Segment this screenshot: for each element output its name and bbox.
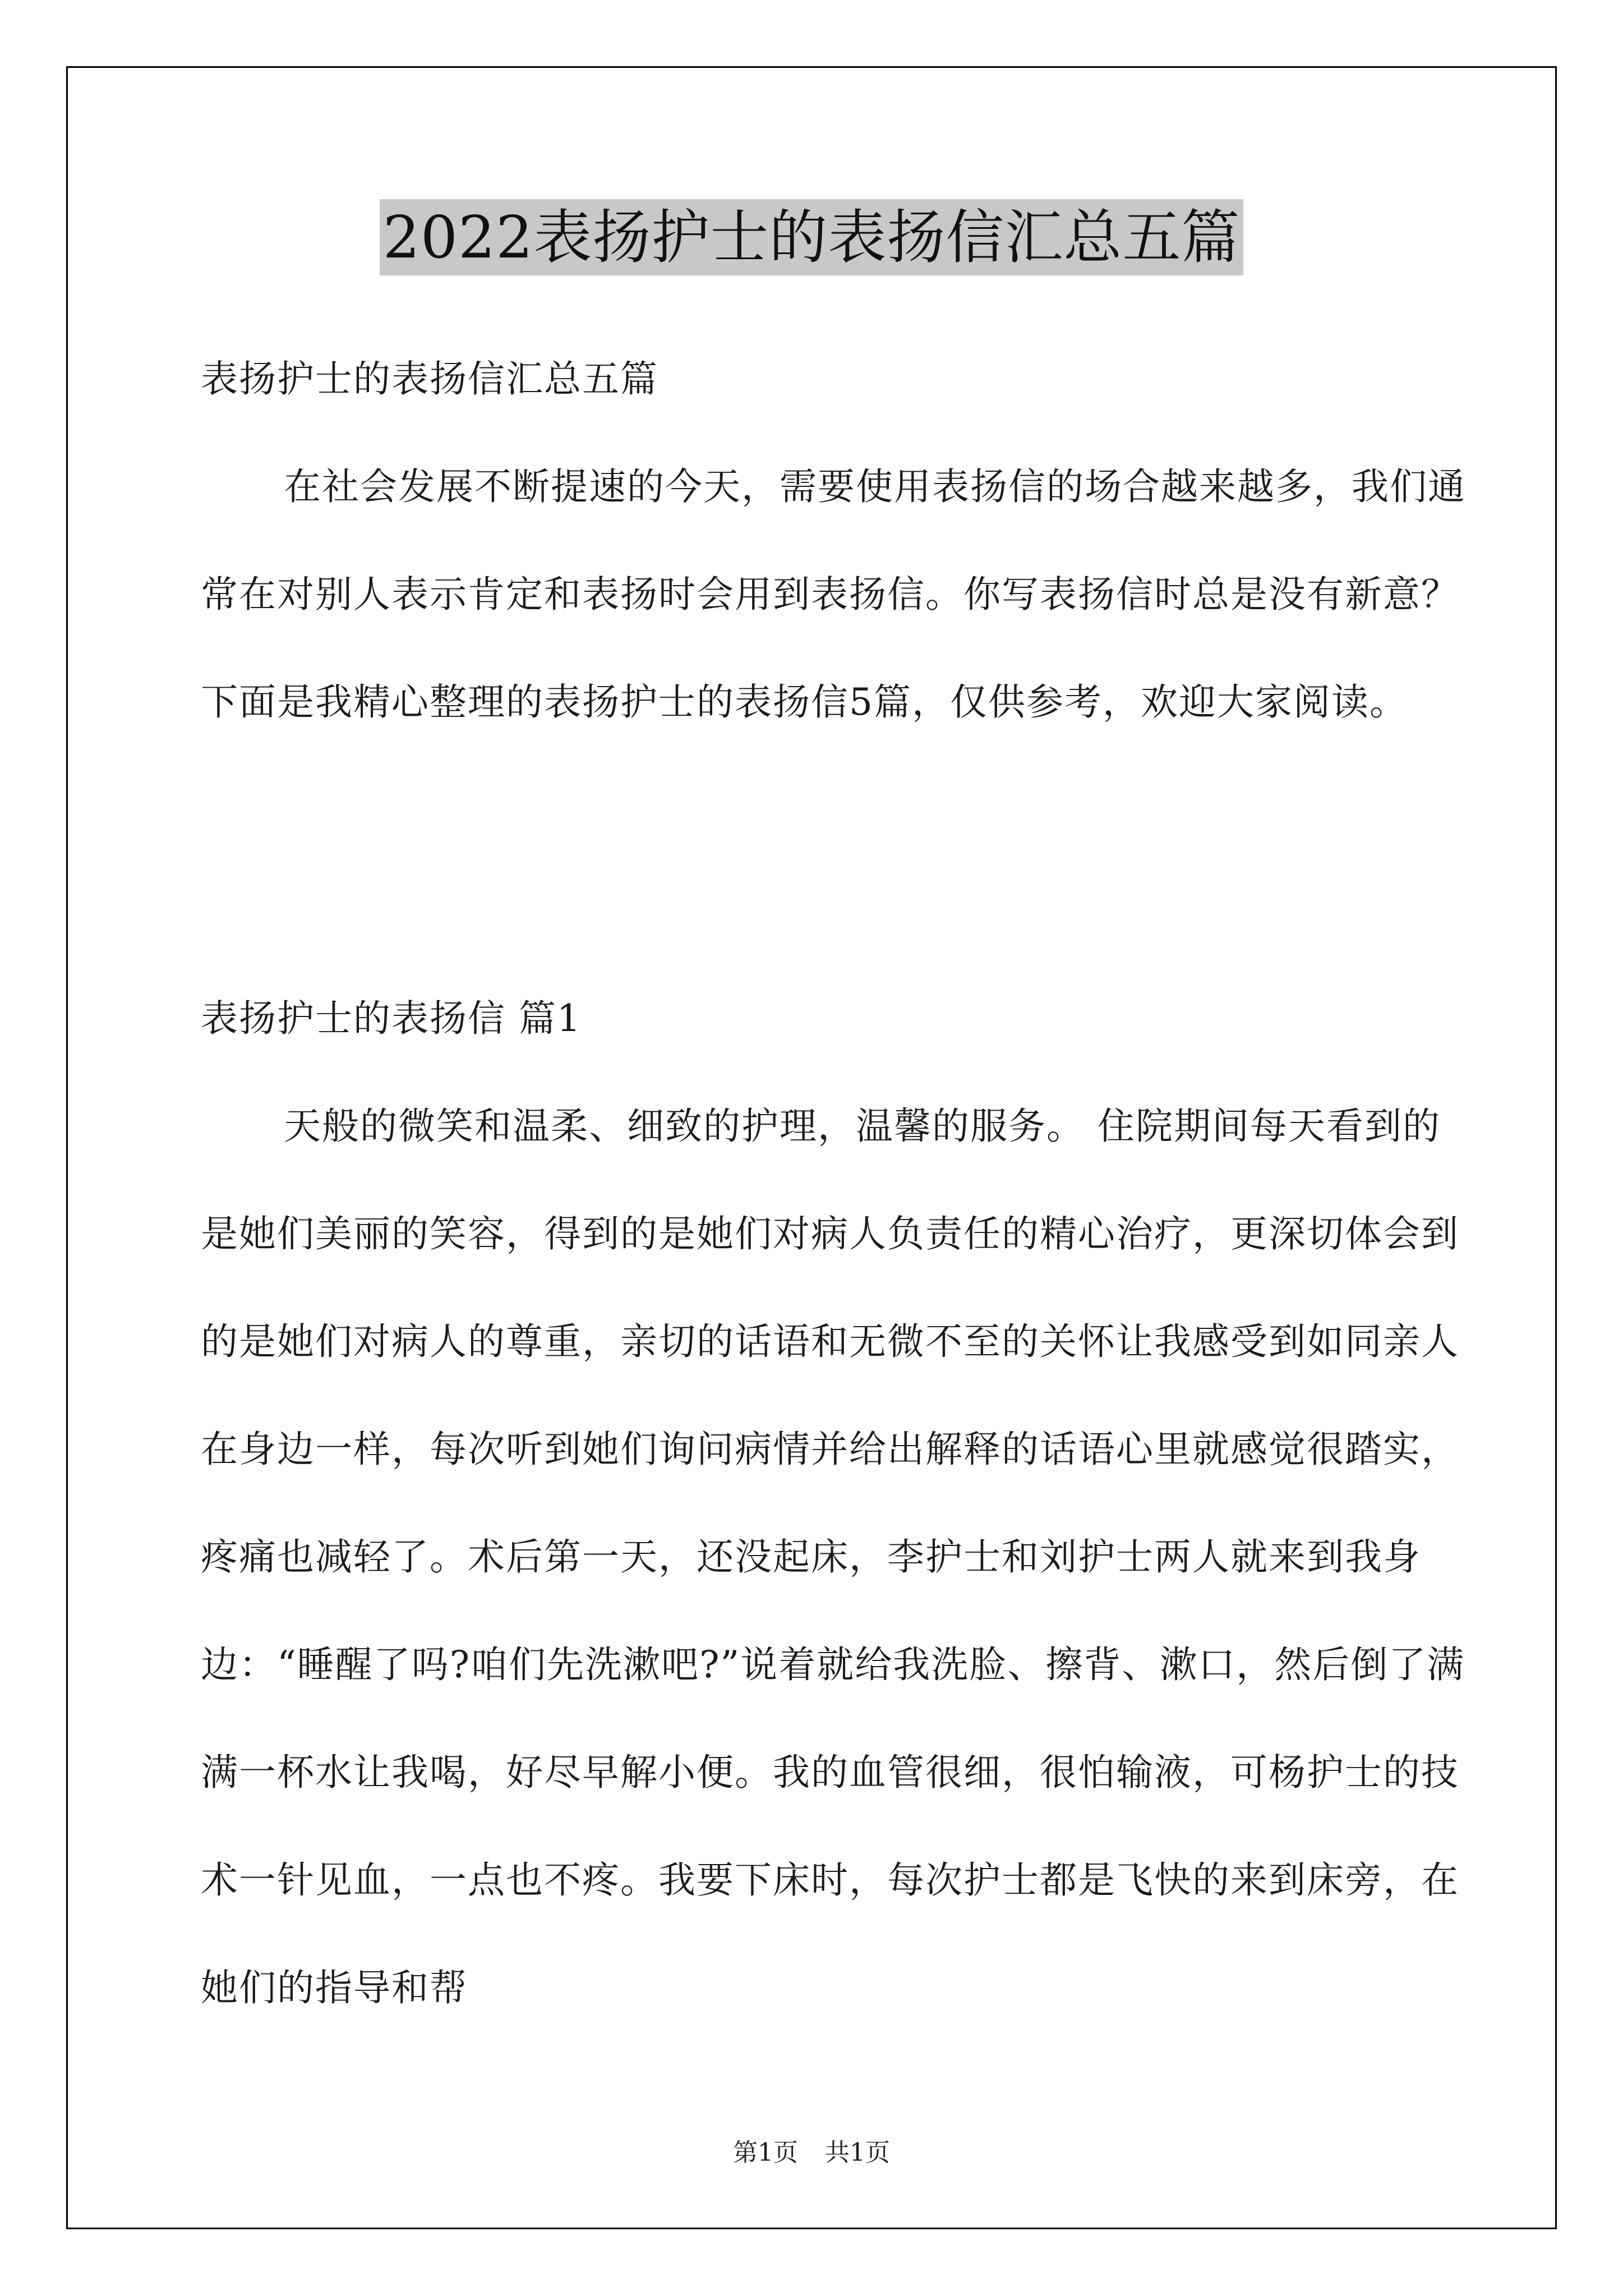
section-paragraph: 天般的微笑和温柔、细致的护理，温馨的服务。 住院期间每天看到的是她们美丽的笑容，得到的是她们对病人负责任的精心治疗，更深切体会到的是她们对病人的尊重，亲切的话语和无微不至的关怀让我感受到如同亲人在身边一样，每次听到她们询问病情并给出解释的话语心里就感觉很踏实，疼痛也减轻了。术后第一天，还没起床，李护士和刘护士两人就来到我身边：“睡醒了吗?咱们先洗漱吧?”说着就给我洗脸、擦背、漱口，然后倒了满满一杯水让我喝，好尽早解小便。我的血管很细，很怕输液，可杨护士的技术一针见血，一点也不疼。我要下床时，每次护士都是飞快的来到床旁，在她们的指导和帮 [201,1105,1465,2009]
page-number: 第1页 [733,2138,798,2167]
title-container [0,199,1623,275]
intro-paragraph: 在社会发展不断提速的今天，需要使用表扬信的场合越来越多，我们通常在对别人表示肯定和表扬时会用到表扬信。你写表扬信时总是没有新意？下面是我精心整理的表扬护士的表扬信5篇，仅供参考，欢迎大家阅读。 [201,465,1466,724]
section-heading: 表扬护士的表扬信 篇1 [201,997,582,1040]
document-subtitle: 表扬护士的表扬信汇总五篇 [201,357,658,401]
page-footer [0,2136,1623,2170]
page-total: 共1页 [825,2138,890,2167]
document-title: 2022表扬护士的表扬信汇总五篇 [380,199,1244,275]
